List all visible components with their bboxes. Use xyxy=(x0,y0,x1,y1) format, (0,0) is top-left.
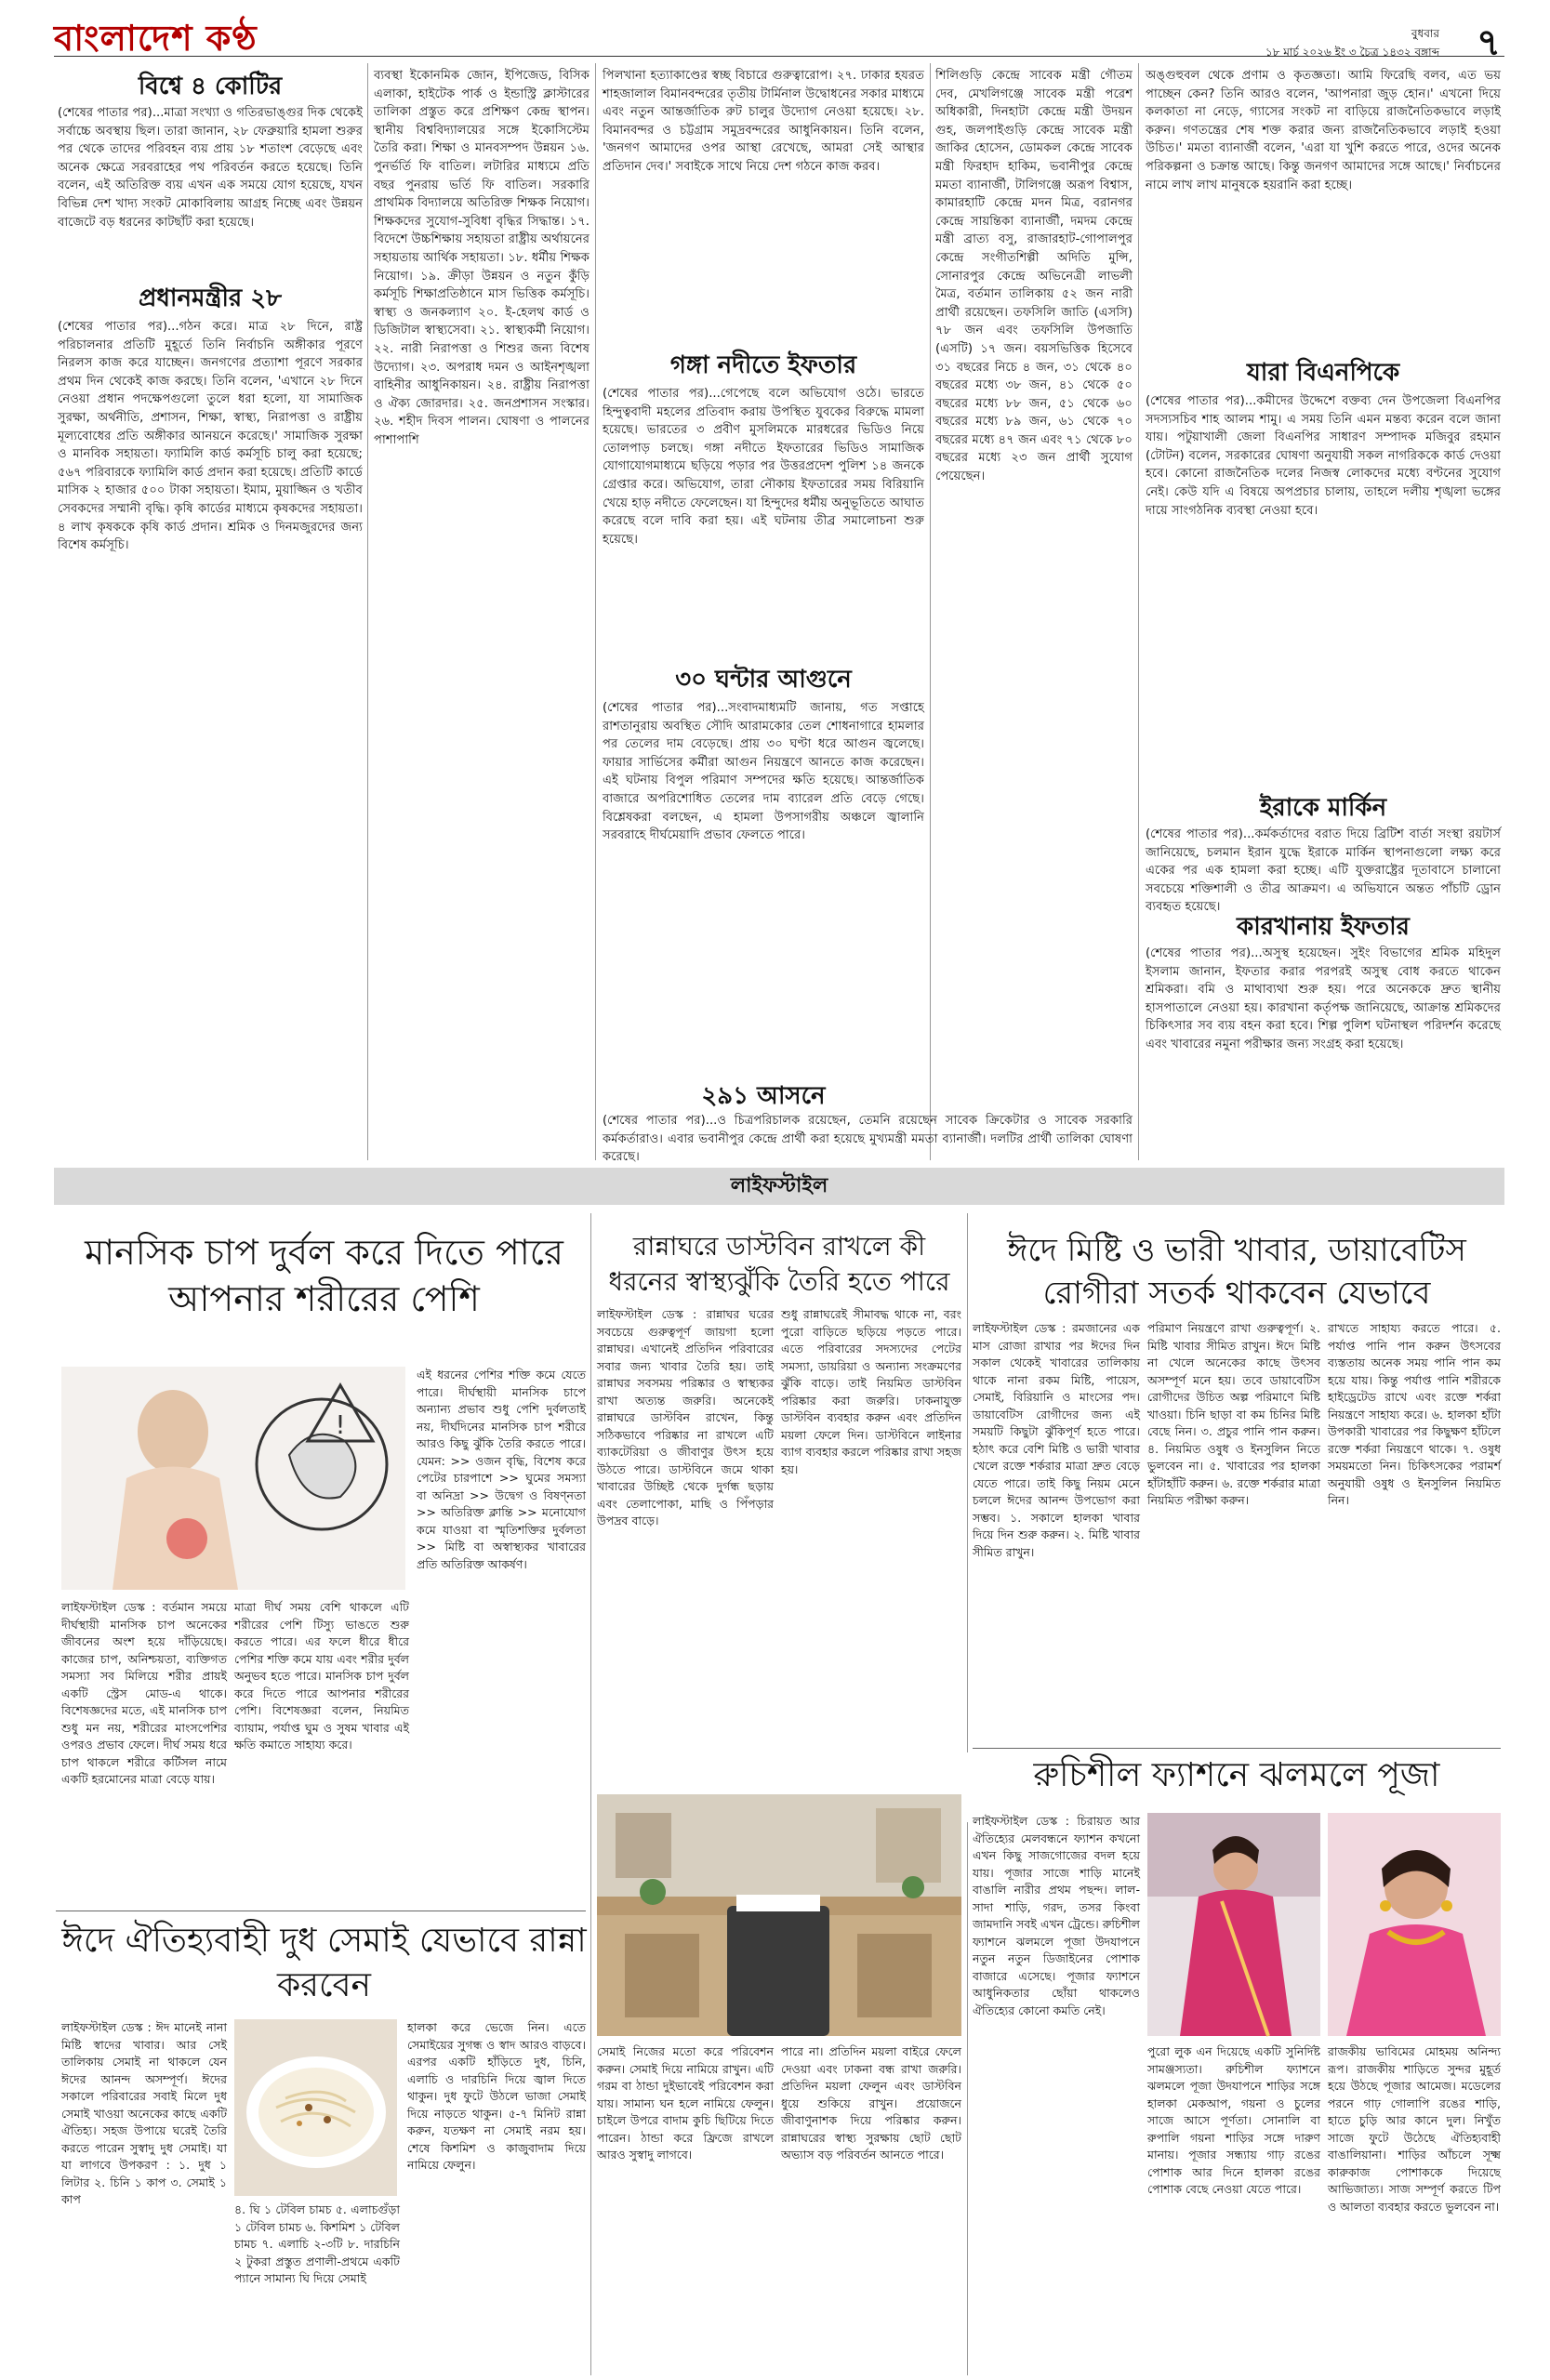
divider xyxy=(973,1748,1501,1749)
article-headline: ২৯১ আসনে xyxy=(701,1082,826,1110)
section-label: লাইফস্টাইল xyxy=(730,1174,828,1197)
article-body: ব্যবস্থা ইকোনমিক জোন, ইপিজেড, বিসিক এলাকা, হাইটেক পার্ক ও ইন্ডাস্ট্রি ক্লাস্টারের তালিকা প্রস্তুত করে প্রশিক্ষণ কেন্দ্র স্থাপন। স্থানীয় বিশ্ববিদ্যালয়ের সঙ্গে ইকোসিস্টেম তৈরি করা। শিক্ষা ও মানবসম্পদ উন্নয়ন ১৬. পুনর্ভর্তি ফি বাতিল। লটারির মাধ্যমে প্রতি বছর পুনরায় ভর্তি ফি বাতিল। সরকারি প্রাথমিক বিদ্যালয়ে অতিরিক্ত শিক্ষক নিয়োগ। শিক্ষকদের সুযোগ-সুবিধা বৃদ্ধির সিদ্ধান্ত। ১৭. বিদেশে উচ্চশিক্ষায় সহায়তা রাষ্ট্রীয় অর্থায়নের সহায়তায় আর্থিক সহায়তা। ১৮. ধর্মীয় শিক্ষক নিয়োগ। ১৯. ক্রীড়া উন্নয়ন ও নতুন কুঁড়ি কর্মসূচি শিক্ষাপ্রতিষ্ঠানে মাস ভিত্তিক কর্মসূচি। স্বাস্থ্য ও জনকল্যাণ ২০. ই-হেলথ কার্ড ও ডিজিটাল স্বাস্থ্যসেবা। ২১. স্বাস্থ্যকর্মী নিয়োগ। ২২. নারী নিরাপত্তা ও শিশুর জন্য বিশেষ উদ্যোগ। ২৩. অপরাধ দমন ও আইনশৃঙ্খলা বাহিনীর আধুনিকায়ন। ২৪. রাষ্ট্রীয় নিরাপত্তা ও ঐক্য জোরদার। ২৫. জনপ্রশাসন সংস্কার। ২৬. শহীদ দিবস পালন। ঘোষণা ও পালনের পাশাপাশি xyxy=(374,69,590,447)
article-image xyxy=(1328,1813,1501,2036)
article-headline: ঈদে মিষ্টি ও ভারী খাবার, ডায়াবেটিস রোগীরা সতর্ক থাকবেন যেভাবে xyxy=(1007,1232,1466,1312)
article-body: শিলিগুড়ি কেন্দ্রে সাবেক মন্ত্রী গৌতম দেব, মেখলিগঞ্জে সাবেক মন্ত্রী পরেশ অধিকারী, দিনহাটা কেন্দ্রে মন্ত্রী উদয়ন গুহ, জলপাইগুড়ি কেন্দ্রে সাবেক মন্ত্রী জাকির হোসেন, ডোমকল কেন্দ্রে সাবেক মন্ত্রী ফিরহাদ হাকিম, ভবানীপুর কেন্দ্রে মমতা ব্যানার্জী, টালিগঞ্জে অরূপ বিশ্বাস, কামারহাটি কেন্দ্রে মদন মিত্র, বরানগর কেন্দ্রে সায়ন্তিকা ব্যানার্জী, দমদম কেন্দ্রে মন্ত্রী ব্রাত্য বসু, রাজারহাট-গোপালপুর কেন্দ্রে সংগীতশিল্পী অদিতি মুন্সি, সোনারপুর কেন্দ্রে অভিনেত্রী লাভলী মৈত্র, বর্তমান তালিকায় ৫২ জন নারী প্রার্থী রয়েছেন। তফসিলি জাতি (এসসি) ৭৮ জন এবং তফসিলি উপজাতি (এসটি) ১৭ জন। বয়সভিত্তিক হিসেবে ৩১ বছরের নিচে ৪ জন, ৩১ থেকে ৪০ বছরের মধ্যে ৩৮ জন, ৪১ থেকে ৫০ বছরের মধ্যে ৮৮ জন, ৫১ থেকে ৬০ বছরের মধ্যে ৮৯ জন, ৬১ থেকে ৭০ বছরের মধ্যে ৪৭ জন এবং ৭১ থেকে ৮০ বছরের মধ্যে ২৩ জন প্রার্থী সুযোগ পেয়েছেন। xyxy=(935,69,1133,484)
svg-text:!: ! xyxy=(335,1409,346,1440)
woman-pink-saree-photo xyxy=(1147,1813,1320,2036)
article-headline: ঈদে ঐতিহ্যবাহী দুধ সেমাই যেভাবে রান্না করবেন xyxy=(61,1922,587,2004)
page-number: ৭ xyxy=(1476,20,1501,64)
column-divider xyxy=(367,63,368,1160)
article-headline: ৩০ ঘন্টার আগুনে xyxy=(675,666,852,694)
article-body: পিলখানা হত্যাকাণ্ডের স্বচ্ছ বিচারে গুরুত্বারোপ। ২৭. ঢাকার হযরত শাহজালাল বিমানবন্দরের তৃতীয় টার্মিনাল উদ্বোধনের সকার মাধ্যমে এবং নতুন আন্তর্জাতিক রুট চালুর উদ্যোগ নেওয়া হয়েছে। ২৮. বিমানবন্দর ও চট্টগ্রাম সমুদ্রবন্দরের আধুনিকায়ন। তিনি বলেন, 'জনগণ আমাদের ওপর আস্থা রেখেছে, আমরা সেই আস্থার প্রতিদান দেব।' সবাইকে সাথে নিয়ে দেশ গঠনে কাজ করব। xyxy=(603,69,924,174)
article-body: মাত্রা দীর্ঘ সময় বেশি থাকলে এটি শরীরের পেশি টিস্যু ভাঙতে শুরু করতে পারে। এর ফলে ধীরে ধীরে পেশির শক্তি কমে যায় এবং শরীর দুর্বল অনুভব হতে পারে। মানসিক চাপ দুর্বল করে দিতে পারে আপনার শরীরের পেশি। বিশেষজ্ঞরা বলেন, নিয়মিত ব্যায়াম, পর্যাপ্ত ঘুম ও সুষম খাবার এই ক্ষতি কমাতে সাহায্য করে। xyxy=(234,1600,409,1752)
column-divider xyxy=(930,63,931,1160)
article-body: পরিমাণ নিয়ন্ত্রণে রাখা গুরুত্বপূর্ণ। ২. মিষ্টি খাবার সীমিত রাখুন। ঈদে মিষ্টি না খেলে অনেকের কাছে উৎসব অসম্পূর্ণ মনে হয়। তবে ডায়াবেটিস রোগীদের উচিত অল্প পরিমাণে মিষ্টি খাওয়া। চিনি ছাড়া বা কম চিনির মিষ্টি বেছে নিন। ৩. প্রচুর পানি পান করুন। ৪. নিয়মিত ওষুধ ও ইনসুলিন নিতে ভুলবেন না। ৫. খাবারের পর হালকা হাঁটাহাঁটি করুন। ৬. রক্তে শর্করার মাত্রা নিয়মিত পরীক্ষা করুন। xyxy=(1147,1321,1320,1507)
article-body: (শেষের পাতার পর)...কমীদের উদ্দেশে বক্তব্য দেন উপজেলা বিএনপির সদস্যসচিব শাহ আলম শামু। এ সময় তিনি এমন মন্তব্য করেন বলে জানা যায়। পটুয়াখালী জেলা বিএনপির সাধারণ সম্পাদক মজিবুর রহমান (টোটন) বলেন, সরকারের ঘোষণা অনুযায়ী সকল নাগরিককে কার্ড দেওয়া হবে। কোনো রাজনৈতিক দলের নিজস্ব লোকদের মধ্যে বণ্টনের সুযোগ নেই। কেউ যদি এ বিষয়ে অপপ্রচার চালায়, তাহলে দলীয় শৃঙ্খলা ভঙ্গের দায়ে সাংগঠনিক ব্যবস্থা নেওয়া হবে। xyxy=(1146,394,1501,518)
article-headline: রান্নাঘরে ডাস্টবিন রাখলে কী ধরনের স্বাস্থ্যঝুঁকি তৈরি হতে পারে xyxy=(608,1231,950,1297)
woman-back-pain-illustration xyxy=(61,1367,405,1590)
kitchen-dustbin-photo xyxy=(597,1794,961,2036)
article-body: শুধু রান্নাঘরেই সীমাবদ্ধ থাকে না, বরং পুরো বাড়িতে ছড়িয়ে পড়তে পারে। এতে পরিবারের সদস্যদের পেটের সমস্যা, ডায়রিয়া ও অন্যান্য সংক্রমণের ঝুঁকি বাড়ে। তাই নিয়মিত ডাস্টবিন পরিষ্কার করা জরুরি। ঢাকনাযুক্ত ডাস্টবিন ব্যবহার করুন এবং প্রতিদিন ময়লা ফেলে দিন। ডাস্টবিনে লাইনার ব্যাগ ব্যবহার করলে পরিষ্কার রাখা সহজ হয়। xyxy=(781,1307,961,1476)
article-image xyxy=(61,1367,405,1590)
column-divider xyxy=(590,1213,591,2375)
article-body: (শেষের পাতার পর)...অসুস্থ হয়েছেন। সুইং বিভাগের শ্রমিক মহিদুল ইসলাম জানান, ইফতার করার পরপরই অসুস্থ বোধ করতে থাকেন শ্রমিকরা। বমি ও মাথাব্যথা শুরু হয়। পরে অনেককে দ্রুত স্থানীয় হাসপাতালে নেওয়া হয়। কারখানা কর্তৃপক্ষ জানিয়েছে, আক্রান্ত শ্রমিকদের চিকিৎসার সব ব্যয় বহন করা হবে। শিল্প পুলিশ ঘটনাস্থল পরিদর্শন করেছে এবং খাবারের নমুনা পরীক্ষার জন্য সংগ্রহ করা হয়েছে। xyxy=(1146,946,1501,1051)
article-body: লাইফস্টাইল ডেস্ক : রমজানের এক মাস রোজা রাখার পর ঈদের দিন সকাল থেকেই খাবারের তালিকায় থাকে নানা রকম মিষ্টি, পায়েস, সেমাই, বিরিয়ানি ও মাংসের পদ। ডায়াবেটিস রোগীদের জন্য এই সময়টি কিছুটা ঝুঁকিপূর্ণ হতে পারে। হঠাৎ করে বেশি মিষ্টি ও ভারী খাবার খেলে রক্তে শর্করার মাত্রা দ্রুত বেড়ে যেতে পারে। তাই কিছু নিয়ম মেনে চললে ঈদের আনন্দ উপভোগ করা সম্ভব। ১. সকালে হালকা খাবার দিয়ে দিন শুরু করুন। ২. মিষ্টি খাবার সীমিত রাখুন। xyxy=(973,1321,1140,1559)
issue-day: বুধবার xyxy=(1411,27,1439,40)
article-body: রাজকীয় ভাবিমের মোহময় অনিন্দ্য রূপ। রাজকীয় শাড়িতে সুন্দর মুহূর্ত হয়ে উঠছে পূজার আমেজ। মডেলের পরনে গাঢ় গোলাপি রঙের শাড়ি, হাতে চুড়ি আর কানে দুল। নিখুঁত সাজে ফুটে উঠেছে ঐতিহ্যবাহী বাঙালিয়ানা। শাড়ির আঁচলে সূক্ষ্ম কারুকাজ পোশাককে দিয়েছে আভিজাত্য। সাজ সম্পূর্ণ করতে টিপ ও আলতা ব্যবহার করতে ভুলবেন না। xyxy=(1328,2044,1501,2214)
article-body: লাইফস্টাইল ডেস্ক : চিরায়ত আর ঐতিহ্যের মেলবন্ধনে ফ্যাশন কখনো এখন কিছু সাজগোজের বদল হয়ে যায়। পূজার সাজে শাড়ি মানেই বাঙালি নারীর প্রথম পছন্দ। লাল-সাদা শাড়ি, গরদ, তসর কিংবা জামদানি সবই এখন ট্রেন্ডে। রুচিশীল ফ্যাশনে ঝলমলে পূজা উদযাপনে নতুন নতুন ডিজাইনের পোশাক বাজারে এসেছে। পূজার ফ্যাশনে আধুনিকতার ছোঁয়া থাকলেও ঐতিহ্যের কোনো কমতি নেই। xyxy=(973,1814,1140,2017)
article-body: (শেষের পাতার পর)...ও চিত্রপরিচালক রয়েছেন, তেমনি রয়েছেন সাবেক ক্রিকেটার ও সাবেক সরকারি কর্মকর্তারাও। এবার ভবানীপুর কেন্দ্রে প্রার্থী করা হয়েছে মুখ্যমন্ত্রী মমতা ব্যানার্জী। দলটির প্রার্থী তালিকা ঘোষণা করেছে। xyxy=(603,1114,1133,1165)
issue-date-text: ১৮ মার্চ ২০২৬ ইং ৩ চৈত্র ১৪৩২ বঙ্গাব্দ xyxy=(1265,46,1439,59)
woman-traditional-jewelry-photo xyxy=(1328,1813,1501,2036)
article-body: রাখতে সাহায্য করতে পারে। ৫. পর্যাপ্ত পানি পান করুন উৎসবের ব্যস্ততায় অনেক সময় পানি পান কম হয়ে যায়। কিন্তু পর্যাপ্ত পানি শরীরকে হাইড্রেটেড রাখে এবং রক্তে শর্করা নিয়ন্ত্রণে সাহায্য করে। ৬. হালকা হাঁটা উপকারী খাবারের পর কিছুক্ষণ হাঁটলে রক্তে শর্করা নিয়ন্ত্রণে থাকে। ৭. ওষুধ সময়মতো নিন। চিকিৎসকের পরামর্শ অনুযায়ী ওষুধ ও ইনসুলিন নিয়মিত নিন। xyxy=(1328,1321,1501,1507)
article-headline: মানসিক চাপ দুর্বল করে দিতে পারে আপনার শরীরের পেশি xyxy=(85,1232,563,1319)
article-body: ৪. ঘি ১ টেবিল চামচ ৫. এলাচগুঁড়া ১ টেবিল চামচ ৬. কিশমিশ ১ টেবিল চামচ ৭. এলাচি ২-৩টি ৮. দারচিনি ২ টুকরা প্রস্তুত প্রণালী-প্রথমে একটি প্যানে সামান্য ঘি দিয়ে সেমাই xyxy=(234,2202,400,2285)
article-image xyxy=(234,2019,397,2196)
article-body: হালকা করে ভেজে নিন। এতে সেমাইয়ের সুগন্ধ ও স্বাদ আরও বাড়বে। এরপর একটি হাঁড়িতে দুধ, চিনি, এলাচি ও দারচিনি দিয়ে জ্বাল দিতে থাকুন। দুধ ফুটে উঠলে ভাজা সেমাই দিয়ে নাড়তে থাকুন। ৫-৭ মিনিট রান্না করুন, যতক্ষণ না সেমাই নরম হয়। শেষে কিশমিশ ও কাজুবাদাম দিয়ে নামিয়ে ফেলুন। xyxy=(407,2020,586,2172)
column-divider xyxy=(967,1213,968,1752)
article-headline: যারা বিএনপিকে xyxy=(1246,359,1400,387)
article-headline: কারখানায় ইফতার xyxy=(1237,913,1410,941)
column-divider xyxy=(1138,63,1139,1160)
article-headline: প্রধানমন্ত্রীর ২৮ xyxy=(138,284,283,312)
article-body: (শেষের পাতার পর)...কর্মকর্তাদের বরাত দিয়ে ব্রিটিশ বার্তা সংস্থা রয়টার্স জানিয়েছে, চলমান ইরান যুদ্ধে ইরাকে মার্কিন স্থাপনাগুলো লক্ষ্য করে একের পর এক হামলা করা হচ্ছে। এটি যুক্তরাষ্ট্রের দূতাবাসে চালানো সবচেয়ে শক্তিশালী ও তীব্র আক্রমণ। এ অভিযানে অন্তত পাঁচটি ড্রোন ব্যবহৃত হয়েছে। xyxy=(1146,827,1501,915)
section-banner xyxy=(54,1168,1504,1205)
article-headline: গঙ্গা নদীতে ইফতার xyxy=(669,351,857,379)
article-body: (শেষের পাতার পর)...সংবাদমাধ্যমটি জানায়, গত সপ্তাহে রাশতানুরায় অবস্থিত সৌদি আরামকোর তেল শোধনাগারে হামলার পর তেলের দাম বেড়েছে। প্রায় ৩০ ঘণ্টা ধরে আগুন জ্বলেছে। ফায়ার সার্ভিসের কর্মীরা আগুন নিয়ন্ত্রণে আনতে কাজ করেছেন। এই ঘটনায় বিপুল পরিমাণ সম্পদের ক্ষতি হয়েছে। আন্তর্জাতিক বাজারে অপরিশোধিত তেলের দাম ব্যারেল প্রতি বেড়ে গেছে। বিশ্লেষকরা বলছেন, এ হামলা উপসাগরীয় অঞ্চলে জ্বালানি সরবরাহে দীর্ঘমেয়াদি প্রভাব ফেলতে পারে। xyxy=(603,701,924,843)
article-body: (শেষের পাতার পর)...গঠন করে। মাত্র ২৮ দিনে, রাষ্ট্র পরিচালনার প্রতিটি মুহূর্তে তিনি নির্বাচনি অঙ্গীকার পূরণে নিরলস কাজ করে যাচ্ছেন। জনগণের প্রত্যাশা পূরণে সরকার প্রথম দিন থেকেই কাজ করছে। তিনি বলেন, 'এখানে ২৮ দিনে নেওয়া প্রধান পদক্ষেপগুলো তুলে ধরা হলো, যা সামাজিক সুরক্ষা, অর্থনীতি, প্রশাসন, শিক্ষা, স্বাস্থ্য, নিরাপত্তা ও রাষ্ট্রীয় মূল্যবোধের প্রতি অঙ্গীকার আনয়নে করেছে।' সামাজিক সুরক্ষা ও মানবিক সহায়তা। ফ্যামিলি কার্ড কর্মসূচি চালু করা হয়েছে; ৫৬৭ পরিবারকে ফ্যামিলি কার্ড প্রদান করা হয়েছে। প্রতিটি কার্ডে মাসিক ২ হাজার ৫০০ টাকা সহায়তা। ইমাম, মুয়াজ্জিন ও খতীব সেবকদের সম্মানী বৃদ্ধি। কৃষি কার্ডের মাধ্যমে কৃষকদের সহায়তা। ৪ লাখ কৃষককে কৃষি কার্ড প্রদান। শ্রমিক ও দিনমজুরদের জন্য বিশেষ কর্মসূচি। xyxy=(58,320,363,553)
milk-vermicelli-bowl xyxy=(234,2019,397,2196)
article-body: পুরো লুক এন দিয়েছে একটি সুনির্দিষ্ট সামঞ্জস্যতা। রুচিশীল ফ্যাশনে ঝলমলে পূজা উদযাপনে শাড়ির সঙ্গে হালকা মেকআপ, গয়না ও চুলের সাজে আসে পূর্ণতা। সোনালি বা রুপালি গয়না শাড়ির সঙ্গে দারুণ মানায়। পূজার সন্ধ্যায় গাঢ় রঙের পোশাক আর দিনে হালকা রঙের পোশাক বেছে নেওয়া যেতে পারে। xyxy=(1147,2044,1320,2196)
newspaper-logo: বাংলাদেশ কণ্ঠ xyxy=(54,17,258,59)
article-body: সেমাই নিজের মতো করে পরিবেশন করুন। সেমাই দিয়ে নামিয়ে রাখুন। এটি গরম বা ঠান্ডা দুইভাবেই পরিবেশন করা যায়। সামান্য ঘন হলে নামিয়ে ফেলুন। চাইলে উপরে বাদাম কুচি ছিটিয়ে দিতে পারেন। ঠান্ডা করে ফ্রিজে রাখলে আরও সুস্বাদু লাগবে। xyxy=(597,2044,774,2162)
article-image xyxy=(597,1794,961,2036)
masthead xyxy=(54,9,1504,64)
article-headline: রুচিশীল ফ্যাশনে ঝলমলে পূজা xyxy=(1033,1756,1440,1794)
article-body: পারে না। প্রতিদিন ময়লা বাইরে ফেলে দেওয়া এবং ঢাকনা বন্ধ রাখা জরুরি। প্রতিদিন ময়লা ফেলুন এবং ডাস্টবিন ধুয়ে শুকিয়ে রাখুন। প্রয়োজনে জীবাণুনাশক দিয়ে পরিষ্কার করুন। রান্নাঘরের স্বাস্থ্য সুরক্ষায় ছোট ছোট অভ্যাস বড় পরিবর্তন আনতে পারে। xyxy=(781,2044,961,2162)
article-body: লাইফস্টাইল ডেস্ক : বর্তমান সময়ে দীর্ঘস্থায়ী মানসিক চাপ অনেকের জীবনের অংশ হয়ে দাঁড়িয়েছে। কাজের চাপ, অনিশ্চয়তা, ব্যক্তিগত সমস্যা সব মিলিয়ে শরীর প্রায়ই একটি স্ট্রেস মোড-এ থাকে। বিশেষজ্ঞদের মতে, এই মানসিক চাপ শুধু মন নয়, শরীরের মাংসপেশির ওপরও প্রভাব ফেলে। দীর্ঘ সময় ধরে চাপ থাকলে শরীরে কর্টিসল নামে একটি হরমোনের মাত্রা বেড়ে যায়। xyxy=(61,1600,227,1786)
article-body: লাইফস্টাইল ডেস্ক : রান্নাঘর ঘরের সবচেয়ে গুরুত্বপূর্ণ জায়গা হলো রান্নাঘর। এখানেই প্রতিদিন পরিবারের সবার জন্য খাবার তৈরি হয়। তাই রান্নাঘর সবসময় পরিষ্কার ও স্বাস্থ্যকর রাখা অত্যন্ত জরুরি। অনেকেই রান্নাঘরে ডাস্টবিন রাখেন, কিন্তু সঠিকভাবে পরিষ্কার না রাখলে এটি ব্যাকটেরিয়া ও জীবাণুর উৎস হয়ে উঠতে পারে। ডাস্টবিনে জমে থাকা খাবারের উচ্ছিষ্ট থেকে দুর্গন্ধ ছড়ায় এবং তেলাপোকা, মাছি ও পিঁপড়ার উপদ্রব বাড়ে। xyxy=(597,1307,774,1527)
article-headline: বিশ্বে ৪ কোটির xyxy=(138,73,283,100)
article-body: লাইফস্টাইল ডেস্ক : ঈদ মানেই নানা মিষ্টি স্বাদের খাবার। আর সেই তালিকায় সেমাই না থাকলে যেন ঈদের আনন্দ অসম্পূর্ণ। ঈদের সকালে পরিবারের সবাই মিলে দুধ সেমাই খাওয়া অনেকের কাছে একটি ঐতিহ্য। সহজ উপায়ে ঘরেই তৈরি করতে পারেন সুস্বাদু দুধ সেমাই। যা যা লাগবে উপকরণ : ১. দুধ ১ লিটার ২. চিনি ১ কাপ ৩. সেমাই ১ কাপ xyxy=(61,2020,227,2206)
article-body: এই ধরনের পেশির শক্তি কমে যেতে পারে। দীর্ঘস্থায়ী মানসিক চাপে অন্যান্য প্রভাব শুধু পেশি দুর্বলতাই নয়, দীর্ঘদিনের মানসিক চাপ শরীরে আরও কিছু ঝুঁকি তৈরি করতে পারে। যেমন: >> ওজন বৃদ্ধি, বিশেষ করে পেটের চারপাশে >> ঘুমের সমস্যা বা অনিদ্রা >> উদ্বেগ ও বিষণ্নতা >> অতিরিক্ত ক্লান্তি >> মনোযোগ কমে যাওয়া বা স্মৃতিশক্তির দুর্বলতা >> মিষ্টি বা অস্বাস্থ্যকর খাবারের প্রতি অতিরিক্ত আকর্ষণ। xyxy=(417,1368,586,1571)
article-headline: ইরাকে মার্কিন xyxy=(1259,794,1387,822)
article-body: (শেষের পাতার পর)...মাত্রা সংখ্যা ও গতিরভাঙ্গুর দিক থেকেই সর্বাচ্চে অবস্থায় ছিল। তারা জানান, ২৮ ফেব্রুয়ারি হামলা শুরুর পর থেকে তাদের পরিবহন ব্যয় প্রায় ১৮ শতাংশ বেড়েছে এবং অনেক ক্ষেত্রে সরবরাহের পথ পরিবর্তন করতে হয়েছে। তিনি বলেন, এই অতিরিক্ত ব্যয় এখন এক সময়ে যোগ হয়েছে, যখন বিভিন্ন দেশ খাদ্য সংকট মোকাবিলায় আগ্রহ নিচ্ছে এবং উন্নয়ন বাজেটে বড় ধরনের কাটছাঁট করা হয়েছে। xyxy=(58,106,363,230)
issue-date xyxy=(1105,26,1439,63)
column-divider xyxy=(967,1822,968,2375)
column-divider xyxy=(595,63,596,1160)
article-image xyxy=(1147,1813,1320,2036)
article-body: (শেষের পাতার পর)...গেপেছে বলে অভিযোগ ওঠে। ভারতে হিন্দুত্ববাদী মহলের প্রতিবাদ করায় উপস্থিত যুবকের বিরুদ্ধে মামলা হয়েছে। ভারতের ৩ প্রবীণ মুসলিমকে মারধরের ভিডিও নিয়ে তোলপাড় চলছে। গঙ্গা নদীতে ইফতারের ভিডিও সামাজিক যোগাযোগমাধ্যমে ছড়িয়ে পড়ার পর উত্তরপ্রদেশ পুলিশ ১৪ জনকে গ্রেপ্তার করে। অভিযোগ, তারা নৌকায় ইফতারের সময় বিরিয়ানি খেয়ে হাড় নদীতে ফেলেছেন। যা হিন্দুদের ধর্মীয় অনুভূতিতে আঘাত করেছে বলে দাবি করা হয়। এই ঘটনায় তীব্র সমালোচনা শুরু হয়েছে। xyxy=(603,387,924,547)
article-body: অঙ্গুহুবল থেকে প্রণাম ও কৃতজ্ঞতা। আমি ফিরেছি বলব, এত ভয় পাচ্ছেন কেন? তিনি আরও বলেন, 'আপনারা জুড় হোন।' এখনো দিয়ে কলকাতা না নেড়ে, গ্যাসের সংকট না বাড়িয়ে রাজনৈতিকভাবে লড়াই করুন। গণতন্ত্রের শেষ শক্ত করার জন্য রাজনৈতিকভাবে লড়াই হওয়া উচিত।' মমতা ব্যানার্জী বলেন, 'এরা যা খুশি করতে পারে, ওদের অনেক পরিকল্পনা ও চক্রান্ত আছে। কিন্তু জনগণ আমাদের সঙ্গে আছে।' নির্বাচনের নামে লাখ লাখ মানুষকে হয়রানি করা হচ্ছে। xyxy=(1146,69,1501,192)
